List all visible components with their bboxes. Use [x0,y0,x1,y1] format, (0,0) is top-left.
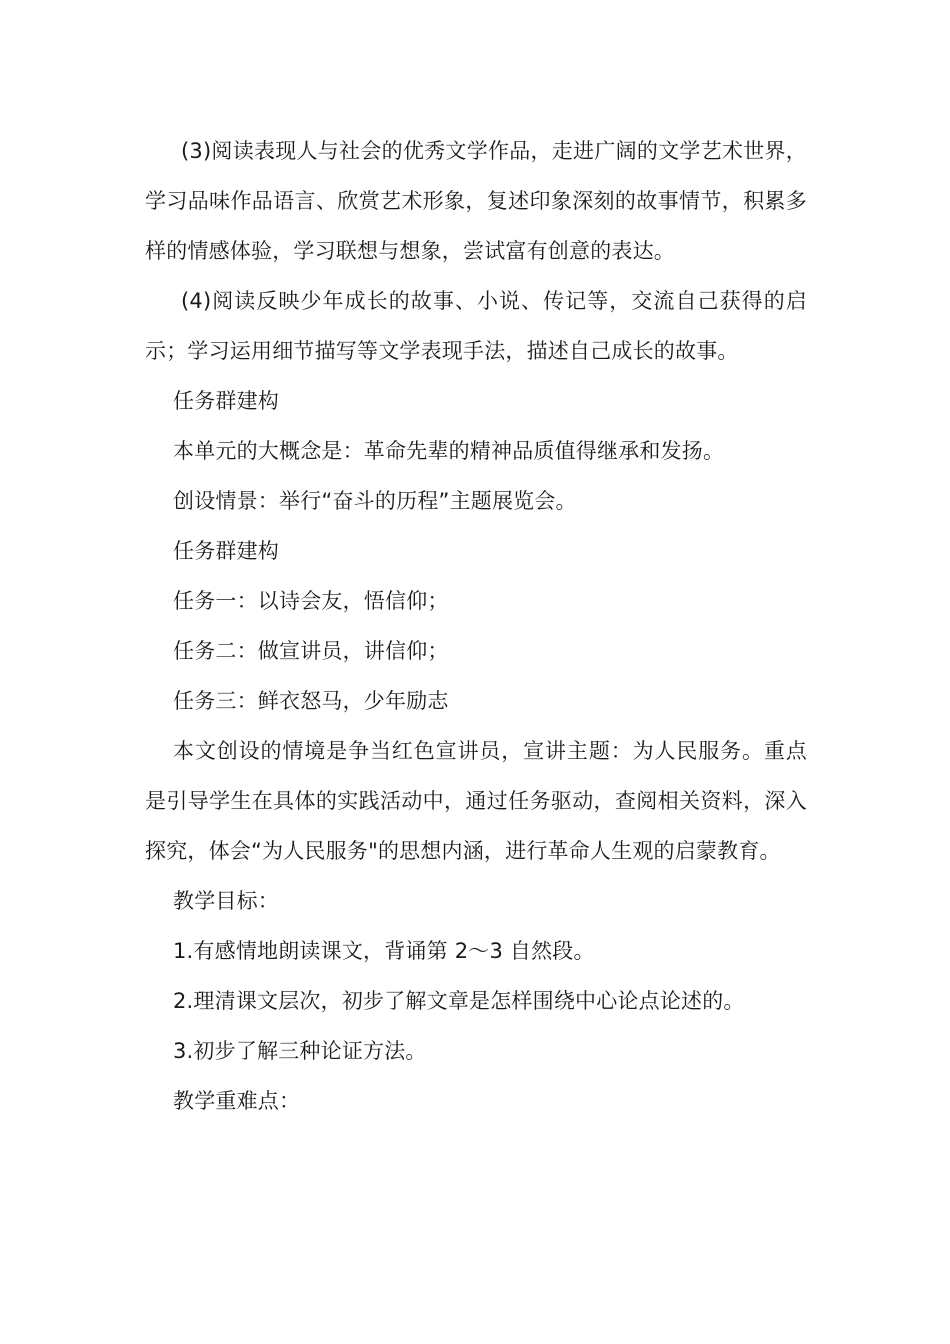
task-item-1: 任务一：以诗会友，悟信仰； [173,589,449,613]
document-body [145,126,807,1126]
heading-key-difficulties: 教学重难点： [173,1089,301,1113]
heading-teaching-goals: 教学目标： [173,889,279,913]
paragraph-reading-requirement-4: (4)阅读反映少年成长的故事、小说、传记等，交流自己获得的启示；学习运用细节描写等文学表现手法，描述自己成长的故事。 [145,289,807,363]
paragraph-reading-requirement-3: (3)阅读表现人与社会的优秀文学作品，走进广阔的文学艺术世界，学习品味作品语言、欣赏艺术形象，复述印象深刻的故事情节，积累多样的情感体验，学习联想与想象，尝试富有创意的表达。 [145,139,807,263]
paragraph-big-concept: 本单元的大概念是：革命先辈的精神品质值得继承和发扬。 [173,439,725,463]
heading-task-group-2: 任务群建构 [173,539,279,563]
task-item-2: 任务二：做宣讲员，讲信仰； [173,639,449,663]
paragraph-situation: 本文创设的情境是争当红色宣讲员，宣讲主题：为人民服务。重点是引导学生在具体的实践活动中，通过任务驱动，查阅相关资料，深入探究，体会“为人民服务"的思想内涵，进行革命人生观的启蒙教育。 [145,739,807,863]
goal-item-2: 2.理清课文层次，初步了解文章是怎样围绕中心论点论述的。 [173,989,745,1013]
goal-item-3: 3.初步了解三种论证方法。 [173,1039,427,1063]
heading-task-group: 任务群建构 [173,389,279,413]
paragraph-scenario: 创设情景：举行“奋斗的历程”主题展览会。 [173,489,577,513]
goal-item-1: 1.有感情地朗读课文，背诵第 2～3 自然段。 [173,939,595,963]
task-item-3: 任务三：鲜衣怒马，少年励志 [173,689,449,713]
